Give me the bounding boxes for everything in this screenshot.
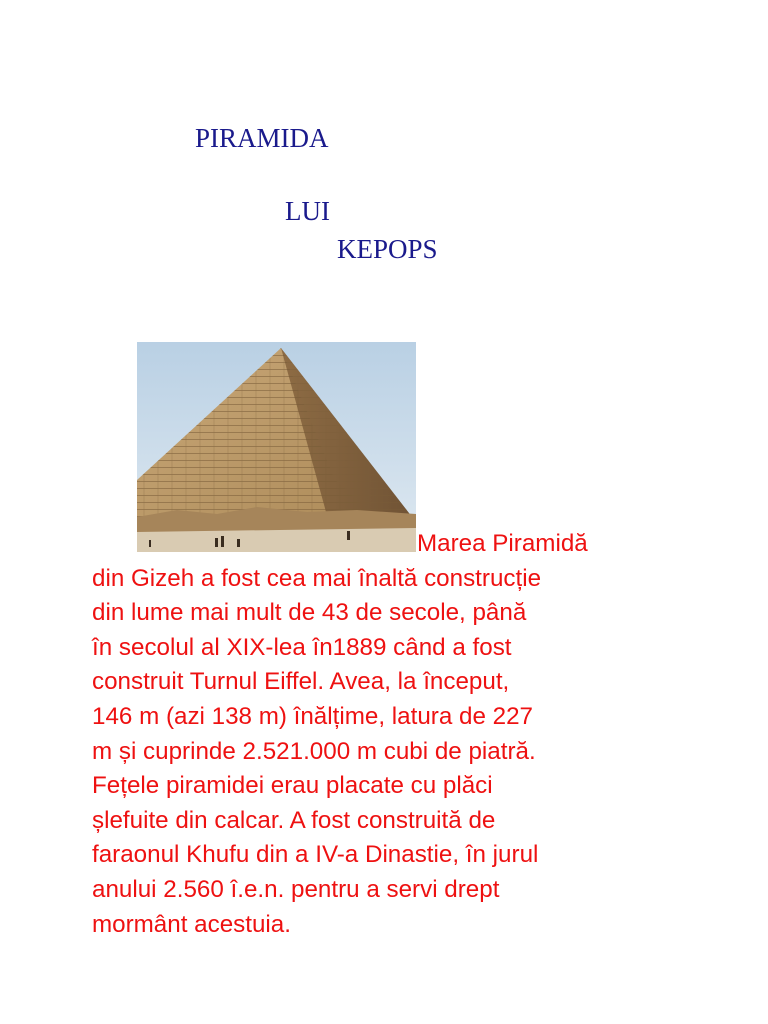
article-line: în secolul al XIX-lea în1889 când a fost [92, 633, 512, 661]
article-line: șlefuite din calcar. A fost construită de [92, 806, 496, 834]
title-line-lui: LUI [285, 196, 330, 226]
article-line: 146 m (azi 138 m) înălțime, latura de 227 [92, 702, 533, 730]
title-line-piramida: PIRAMIDA [195, 123, 329, 153]
article-line: construit Turnul Eiffel. Avea, la început, [92, 668, 510, 696]
pyramid-photo [137, 342, 416, 552]
article-line: faraonul Khufu din a IV-a Dinastie, în jurul [92, 841, 539, 869]
title-line-kepops: KEPOPS [337, 234, 438, 264]
article-line: m și cuprinde 2.521.000 m cubi de piatră. [92, 737, 536, 765]
article-line: din lume mai mult de 43 de secole, până [92, 599, 527, 627]
article-line: mormânt acestuia. [92, 910, 291, 938]
article-line: Fețele piramidei erau placate cu plăci [92, 772, 493, 800]
article-line: anului 2.560 î.e.n. pentru a servi drept [92, 875, 500, 903]
article-line: Marea Piramidă [417, 530, 588, 557]
article-paragraph [92, 527, 702, 942]
article-line: din Gizeh a fost cea mai înaltă construcție [92, 564, 542, 592]
